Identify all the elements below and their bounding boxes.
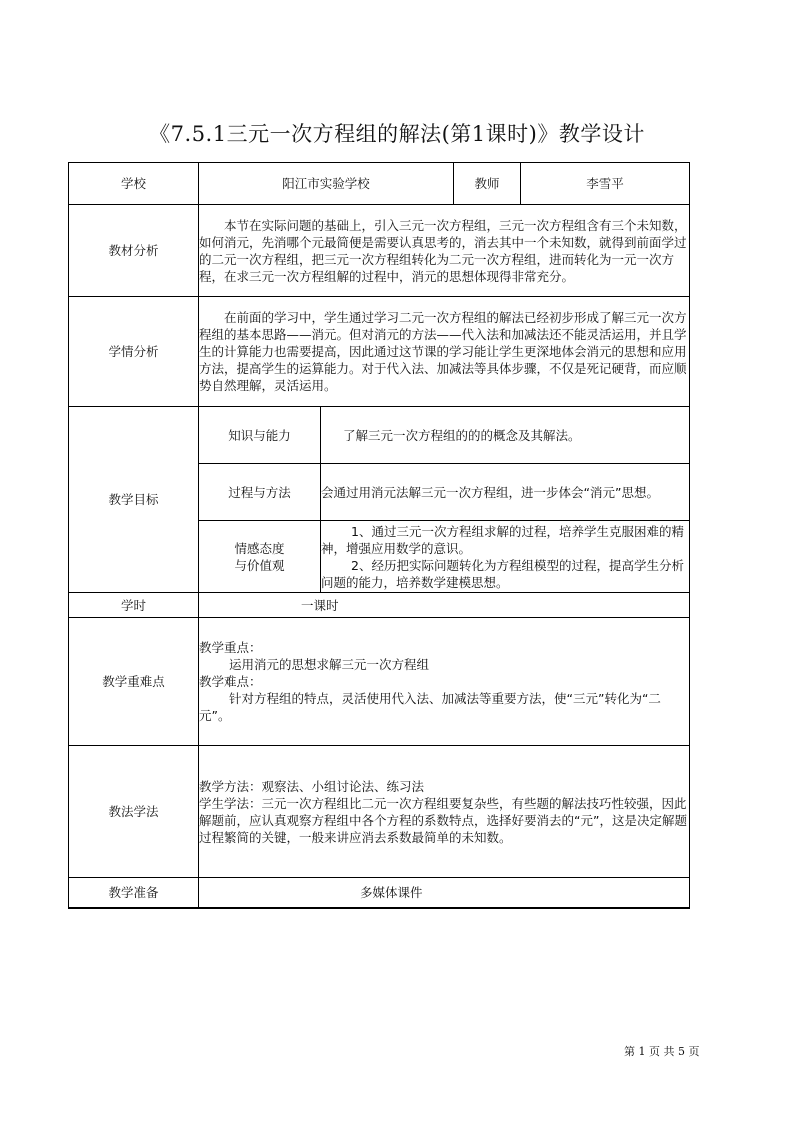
goal-knowledge-row <box>69 407 690 464</box>
knowledge-label: 知识与能力 <box>199 407 321 464</box>
students-text: 在前面的学习中，学生通过学习二元一次方程组的解法已经初步形成了解三元一次方程组的基本思路——消元。但对消元的方法——代入法和加减法还不能灵活运用，并且学生的计算能力也需要提高，因此通过这节课的学习能让学生更深地体会消元的思想和应用方法，提高学生的运算能力。对于代入法、加减法等具体步骤，不仅是死记硬背，而应顺势自然理解，灵活运用。 <box>199 310 687 393</box>
hours-row <box>69 593 690 618</box>
hours-value: 一课时 <box>199 593 690 618</box>
key-heading: 教学重点： <box>199 640 262 655</box>
knowledge-text: 了解三元一次方程组的的的概念及其解法。 <box>321 407 690 464</box>
emotion-label <box>199 521 321 593</box>
emotion-text-1: 1、通过三元一次方程组求解的过程，培养学生克服困难的精神，增强应用数学的意识。 <box>321 523 684 556</box>
learn-method-text: 学生学法：三元一次方程组比二元一次方程组要复杂些，有些题的解法技巧性较强，因此解题前，应认真观察方程组中各个方程的系数特点，选择好要消去的“元”，这是决定解题过程繁简的关键，一般来讲应消去系数最简单的未知数。 <box>199 795 687 845</box>
prep-row <box>69 878 690 908</box>
header-row <box>69 163 690 205</box>
hours-label: 学时 <box>69 593 199 618</box>
goals-label: 教学目标 <box>69 407 199 593</box>
teacher-value: 李雪平 <box>521 163 690 205</box>
students-label: 学情分析 <box>69 297 199 407</box>
students-cell <box>199 297 690 407</box>
keypoints-label: 教学重难点 <box>69 618 199 746</box>
process-label: 过程与方法 <box>199 464 321 521</box>
page-footer: 第 1 页 共 5 页 <box>624 1045 700 1058</box>
process-text: 会通过用消元法解三元一次方程组，进一步体会“消元”思想。 <box>321 464 690 521</box>
prep-label: 教学准备 <box>69 878 199 908</box>
teach-method-text: 教学方法：观察法、小组讨论法、练习法 <box>199 778 425 794</box>
students-row <box>69 297 690 407</box>
methods-row <box>69 746 690 878</box>
keypoints-row <box>69 618 690 746</box>
emotion-cell <box>321 521 690 593</box>
key-text: 运用消元的思想求解三元一次方程组 <box>229 657 430 672</box>
school-value: 阳江市实验学校 <box>199 163 454 205</box>
teacher-label: 教师 <box>454 163 521 205</box>
emotion-text-2: 2、经历把实际问题转化为方程组模型的过程，提高学生分析问题的能力，培养数学建模思想。 <box>321 557 684 590</box>
prep-value: 多媒体课件 <box>199 878 690 908</box>
emotion-label-line-2: 与价值观 <box>234 557 285 573</box>
lesson-plan-table <box>68 162 690 909</box>
material-label: 教材分析 <box>69 205 199 297</box>
difficult-text: 针对方程组的特点，灵活使用代入法、加减法等重要方法，使“三元”转化为“二元”。 <box>199 691 661 723</box>
material-row <box>69 205 690 297</box>
material-cell <box>199 205 690 297</box>
school-label: 学校 <box>69 163 199 205</box>
methods-cell <box>199 746 690 878</box>
keypoints-cell <box>199 618 690 746</box>
material-text: 本节在实际问题的基础上，引入三元一次方程组，三元一次方程组含有三个未知数，如何消元，先消哪个元最简便是需要认真思考的，消去其中一个未知数，就得到前面学过的二元一次方程组，把三元一次方程组转化为二元一次方程组，进而转化为一元一次方程，在求三元一次方程组解的过程中，消元的思想体现得非常充分。 <box>199 217 687 284</box>
document-title: 《7.5.1三元一次方程组的解法(第1课时)》教学设计 <box>149 122 645 146</box>
emotion-label-line-1: 情感态度 <box>234 540 285 556</box>
methods-label: 教法学法 <box>69 746 199 878</box>
difficult-heading: 教学难点： <box>199 674 262 689</box>
